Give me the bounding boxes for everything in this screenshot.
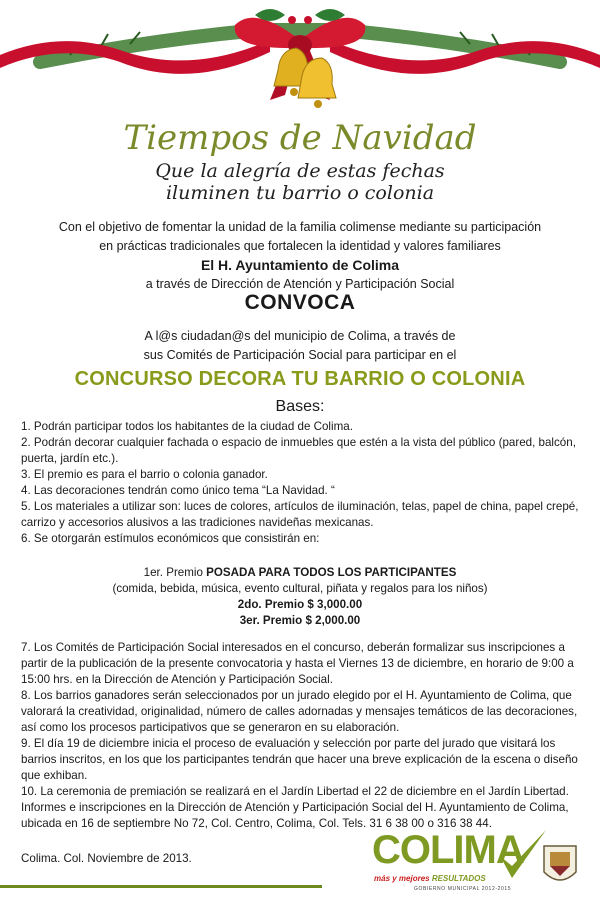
second-prize: 2do. Premio $ 3,000.00 [237, 598, 363, 611]
rule-item: 2. Podrán decorar cualquier fachada o espacio de inmuebles que estén a la vista del público (pared, balcón, puerta, jardín etc.). [21, 436, 576, 465]
seal-icon [538, 842, 582, 890]
page-subtitle [0, 160, 600, 204]
rule-item: 6. Se otorgarán estímulos económicos que consistirán en: [21, 532, 320, 545]
page-title: Tiempos de Navidad [123, 118, 477, 158]
rules-list-continued [21, 640, 581, 832]
first-prize [0, 565, 600, 581]
rule-item: 5. Los materiales a utilizar son: luces de colores, artículos de iluminación, telas, papel de china, papel crepé, carrizo y accesorios alusivos a las tradiciones navideñas mexicanas. [21, 500, 579, 529]
rule-item: 8. Los barrios ganadores serán seleccionados por un jurado elegido por el H. Ayuntamiento de Colima, que valorará la creatividad, originalidad, número de calles adornadas y mensajes temáticos de las decoraciones, así como los procesos participativos que se generaron en su elaboración. [21, 689, 578, 734]
rule-item: 1. Podrán participar todos los habitantes de la ciudad de Colima. [21, 420, 353, 433]
bells-icon [274, 48, 336, 108]
bases-heading: Bases: [275, 398, 325, 415]
addressee-line: sus Comités de Participación Social para participar en el [143, 348, 457, 362]
convoca-heading: CONVOCA [244, 291, 356, 314]
info-item: Informes e inscripciones en la Dirección de Atención y Participación Social del H. Ayuntamiento de Colima, ubicada en 16 de septiembre No 72, Col. Centro, Colima, Col. Tels. 31 6 38 00 o 316 38 44. [21, 801, 569, 830]
department: a través de Dirección de Atención y Participación Social [145, 277, 455, 291]
intro-line: Con el objetivo de fomentar la unidad de la familia colimense mediante su participación [58, 220, 542, 234]
date-line: Colima. Col. Noviembre de 2013. [21, 852, 192, 865]
prizes-block [0, 565, 600, 629]
logo-tagline [374, 874, 486, 883]
footer-divider [0, 885, 322, 888]
first-prize-name: POSADA PARA TODOS LOS PARTICIPANTES [206, 566, 457, 579]
third-prize: 3er. Premio $ 2,000.00 [239, 614, 361, 627]
rule-item: 7. Los Comités de Participación Social interesados en el concurso, deberán formalizar sus inscripciones a partir de la publicación de la presente convocatoria y hasta el Viernes 13 de diciembre, en horario de 9:00 a 15:00 hrs. en la Dirección de Atención y Participación Social. [21, 641, 574, 686]
christmas-header-decoration [0, 0, 600, 125]
rule-item: 3. El premio es para el barrio o colonia ganador. [21, 468, 268, 481]
subtitle-line: Que la alegría de estas fechas [155, 160, 445, 182]
addressee-line: A l@s ciudadan@s del municipio de Colima, a través de [144, 329, 456, 343]
rule-item: 4. Las decoraciones tendrán como único tema “La Navidad. “ [21, 484, 335, 497]
logo-tag-red: más y mejores [374, 874, 432, 883]
rule-item: 9. El día 19 de diciembre inicia el proceso de evaluación y selección por parte del jurado que visitará los barrios inscritos, en los que los participantes tendrán que hacer una breve explicación de la escena o diseño que exhiban. [21, 737, 578, 782]
rules-list [21, 419, 581, 547]
subtitle-line: iluminen tu barrio o colonia [165, 182, 435, 204]
intro-block [0, 218, 600, 294]
intro-line: en prácticas tradicionales que fortalecen la identidad y valores familiares [99, 239, 501, 253]
contest-title: CONCURSO DECORA TU BARRIO O COLONIA [74, 368, 526, 390]
rule-item: 10. La ceremonia de premiación se realizará en el Jardín Libertad el 22 de diciembre en el Jardín Libertad. [21, 785, 569, 798]
logo-word: COLIMA [372, 828, 524, 872]
first-prize-prefix: 1er. Premio [143, 566, 207, 579]
addressee-block [0, 327, 600, 365]
logo-tag-green: RESULTADOS [431, 874, 486, 883]
first-prize-detail: (comida, bebida, música, evento cultural, piñata y regalos para los niños) [112, 582, 488, 595]
logo-government: GOBIERNO MUNICIPAL 2012-2015 [414, 886, 512, 892]
organizer: El H. Ayuntamiento de Colima [200, 257, 400, 273]
